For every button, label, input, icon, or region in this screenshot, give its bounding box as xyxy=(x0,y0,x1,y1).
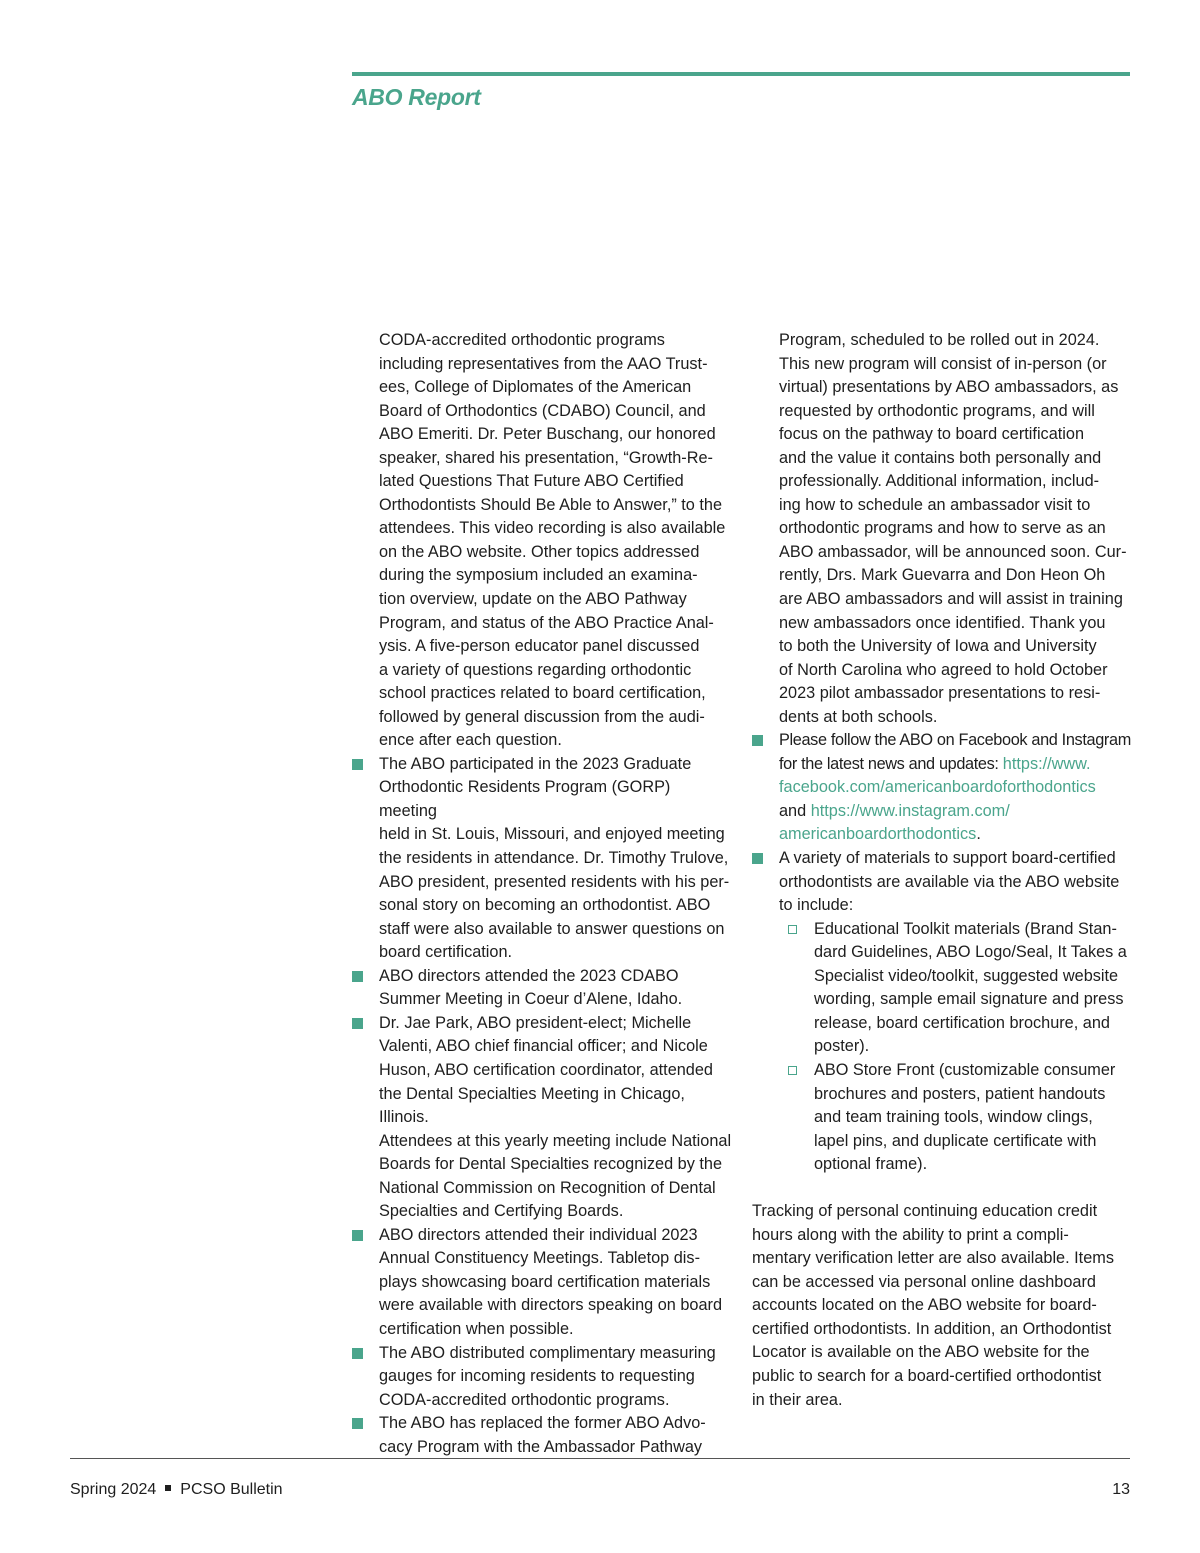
page-number: 13 xyxy=(1112,1481,1130,1498)
text-line: ABO president, presented residents with his per- xyxy=(379,872,730,891)
text-line: Huson, ABO certification coordinator, attended xyxy=(379,1060,713,1079)
closing-paragraph xyxy=(752,1200,1132,1412)
bullet-square-icon xyxy=(752,853,763,864)
list-item xyxy=(352,965,732,1012)
text-line: dard Guidelines, ABO Logo/Seal, It Takes a xyxy=(814,943,1127,962)
text-line: including representatives from the AAO Trust- xyxy=(379,354,708,373)
text-line: 2023 pilot ambassador presentations to resi- xyxy=(779,684,1101,703)
text-line: Boards for Dental Specialties recognized by the xyxy=(379,1155,723,1174)
text-line: wording, sample email signature and press xyxy=(814,990,1124,1009)
text-line: professionally. Additional information, includ- xyxy=(779,472,1100,491)
text-line: rently, Drs. Mark Guevarra and Don Heon Oh xyxy=(779,566,1106,585)
text-line: board certification. xyxy=(379,943,513,962)
text-line: gauges for incoming residents to requesting xyxy=(379,1367,695,1386)
sub-list-item xyxy=(779,918,1132,1059)
section-title: ABO Report xyxy=(352,84,481,110)
social-line-2: for the latest news and updates: xyxy=(779,754,1003,773)
right-column xyxy=(752,329,1132,1412)
list-item xyxy=(752,729,1132,847)
text-line: poster). xyxy=(814,1037,870,1056)
text-line: Specialties and Certifying Boards. xyxy=(379,1202,624,1221)
right-bullet-list xyxy=(752,729,1132,1176)
bullet-square-icon xyxy=(352,1230,363,1241)
text-line: ysis. A five-person educator panel discussed xyxy=(379,637,700,656)
sub-bullet-list xyxy=(779,918,1132,1177)
text-line: plays showcasing board certification materials xyxy=(379,1272,711,1291)
footer-publication xyxy=(70,1481,283,1499)
text-line: Locator is available on the ABO website for the xyxy=(752,1343,1090,1362)
text-line: sonal story on becoming an orthodontist. ABO xyxy=(379,896,711,915)
instagram-link-part2[interactable]: americanboardorthodontics xyxy=(779,825,977,844)
text-line: A variety of materials to support board-certified xyxy=(779,849,1116,868)
text-line: ABO Store Front (customizable consumer xyxy=(814,1060,1116,1079)
text-line: certification when possible. xyxy=(379,1319,574,1338)
paragraph-gap xyxy=(752,1177,1132,1201)
bullet-square-icon xyxy=(752,735,763,746)
list-item xyxy=(752,847,1132,1177)
text-line: orthodontists are available via the ABO website xyxy=(779,872,1120,891)
bullet-square-icon xyxy=(352,971,363,982)
text-line: Specialist video/toolkit, suggested website xyxy=(814,966,1119,985)
text-line: The ABO has replaced the former ABO Advo- xyxy=(379,1414,706,1433)
text-line: certified orthodontists. In addition, an Orthodontist xyxy=(752,1319,1112,1338)
footer-rule xyxy=(70,1458,1130,1459)
bullet-square-icon xyxy=(352,1018,363,1029)
facebook-link-part1[interactable]: https://www. xyxy=(1002,754,1091,773)
text-line: were available with directors speaking on board xyxy=(379,1296,723,1315)
text-line: the residents in attendance. Dr. Timothy Trulove, xyxy=(379,849,729,868)
footer-issue: Spring 2024 xyxy=(70,1481,157,1498)
text-line: public to search for a board-certified orthodontist xyxy=(752,1367,1102,1386)
text-line: brochures and posters, patient handouts xyxy=(814,1084,1106,1103)
text-line: attendees. This video recording is also available xyxy=(379,519,726,538)
text-line: and team training tools, window clings, xyxy=(814,1108,1093,1127)
bullet-square-icon xyxy=(352,1418,363,1429)
text-line: ABO Emeriti. Dr. Peter Buschang, our honored xyxy=(379,425,716,444)
text-line: Program, scheduled to be rolled out in 2024. xyxy=(779,331,1100,349)
text-line: mentary verification letter are also available. Items xyxy=(752,1249,1114,1268)
text-line: Summer Meeting in Coeur d’Alene, Idaho. xyxy=(379,990,683,1009)
text-line: staff were also available to answer questions on xyxy=(379,919,725,938)
text-line: the Dental Specialties Meeting in Chicago, Illinois. xyxy=(379,1084,685,1127)
text-line: Educational Toolkit materials (Brand Stan- xyxy=(814,919,1117,938)
text-line: accounts located on the ABO website for board- xyxy=(752,1296,1097,1315)
text-line: requested by orthodontic programs, and will xyxy=(779,401,1095,420)
left-column xyxy=(352,329,732,1459)
text-line: school practices related to board certification, xyxy=(379,684,706,703)
text-line: to both the University of Iowa and University xyxy=(779,637,1097,656)
text-line: Dr. Jae Park, ABO president-elect; Michelle xyxy=(379,1013,692,1032)
text-line: CODA-accredited orthodontic programs xyxy=(379,331,665,349)
hollow-square-bullet-icon xyxy=(788,925,797,934)
text-line: Valenti, ABO chief financial officer; and Nicole xyxy=(379,1037,708,1056)
text-line: optional frame). xyxy=(814,1155,928,1174)
instagram-link-part1[interactable]: https://www.instagram.com/ xyxy=(810,801,1010,820)
hollow-square-bullet-icon xyxy=(788,1066,797,1075)
text-line: This new program will consist of in-person (or xyxy=(779,354,1107,373)
text-line: speaker, shared his presentation, “Growth-Re- xyxy=(379,448,713,467)
list-item xyxy=(352,1012,732,1224)
text-line: in their area. xyxy=(752,1390,843,1409)
text-line: new ambassadors once identified. Thank you xyxy=(779,613,1106,632)
text-line: held in St. Louis, Missouri, and enjoyed meeting xyxy=(379,825,725,844)
period: . xyxy=(976,825,981,844)
facebook-link-part2[interactable]: facebook.com/americanboardoforthodontics xyxy=(779,778,1096,797)
text-line: Board of Orthodontics (CDABO) Council, and xyxy=(379,401,706,420)
text-line: lapel pins, and duplicate certificate with xyxy=(814,1131,1097,1150)
social-line-1: Please follow the ABO on Facebook and Instagram xyxy=(779,731,1131,750)
text-line: followed by general discussion from the audi- xyxy=(379,707,705,726)
list-item xyxy=(352,753,732,965)
text-line: Attendees at this yearly meeting include National xyxy=(379,1131,732,1150)
list-item xyxy=(352,1224,732,1342)
text-line: focus on the pathway to board certification xyxy=(779,425,1085,444)
lead-paragraph xyxy=(352,329,732,753)
text-line: release, board certification brochure, and xyxy=(814,1013,1110,1032)
separator-square-icon xyxy=(165,1485,171,1491)
text-line: ees, College of Diplomates of the American xyxy=(379,378,692,397)
text-line: National Commission on Recognition of Dental xyxy=(379,1178,716,1197)
text-line: can be accessed via personal online dashboard xyxy=(752,1272,1096,1291)
text-line: ABO directors attended their individual 2023 xyxy=(379,1225,698,1244)
text-line: a variety of questions regarding orthodontic xyxy=(379,660,692,679)
header-rule xyxy=(352,72,1130,76)
left-bullet-list xyxy=(352,753,732,1459)
text-line: ence after each question. xyxy=(379,731,562,750)
text-line: are ABO ambassadors and will assist in training xyxy=(779,590,1123,609)
text-line: Annual Constituency Meetings. Tabletop dis- xyxy=(379,1249,700,1268)
text-line: on the ABO website. Other topics addressed xyxy=(379,542,700,561)
text-line: Orthodontists Should Be Able to Answer,” to the xyxy=(379,495,723,514)
text-line: of North Carolina who agreed to hold October xyxy=(779,660,1108,679)
text-line: tion overview, update on the ABO Pathway xyxy=(379,590,687,609)
list-item xyxy=(352,1342,732,1413)
text-line: Tracking of personal continuing education credit xyxy=(752,1202,1098,1221)
sub-list-item xyxy=(779,1059,1132,1177)
text-line: cacy Program with the Ambassador Pathway xyxy=(379,1437,703,1456)
text-line: The ABO participated in the 2023 Graduate xyxy=(379,754,692,773)
text-line: ing how to schedule an ambassador visit to xyxy=(779,495,1091,514)
text-line: Program, and status of the ABO Practice Anal- xyxy=(379,613,714,632)
text-line: during the symposium included an examina- xyxy=(379,566,698,585)
text-line: ABO directors attended the 2023 CDABO xyxy=(379,966,679,985)
text-line: lated Questions That Future ABO Certified xyxy=(379,472,684,491)
footer-publication-name: PCSO Bulletin xyxy=(180,1481,283,1498)
text-line: to include: xyxy=(779,896,854,915)
continued-paragraph xyxy=(752,329,1132,729)
list-item xyxy=(352,1412,732,1459)
text-line: virtual) presentations by ABO ambassadors, as xyxy=(779,378,1119,397)
bullet-square-icon xyxy=(352,759,363,770)
bullet-square-icon xyxy=(352,1348,363,1359)
text-line: Orthodontic Residents Program (GORP) meeting xyxy=(379,778,671,820)
text-line: dents at both schools. xyxy=(779,707,938,726)
materials-text xyxy=(779,849,1119,914)
text-line: ABO ambassador, will be announced soon. Cur- xyxy=(779,542,1127,561)
text-line: The ABO distributed complimentary measuring xyxy=(379,1343,716,1362)
text-line: hours along with the ability to print a compli- xyxy=(752,1225,1069,1244)
text-line: CODA-accredited orthodontic programs. xyxy=(379,1390,670,1409)
text-line: and the value it contains both personally and xyxy=(779,448,1102,467)
and-text: and xyxy=(779,801,811,820)
text-line: orthodontic programs and how to serve as an xyxy=(779,519,1106,538)
